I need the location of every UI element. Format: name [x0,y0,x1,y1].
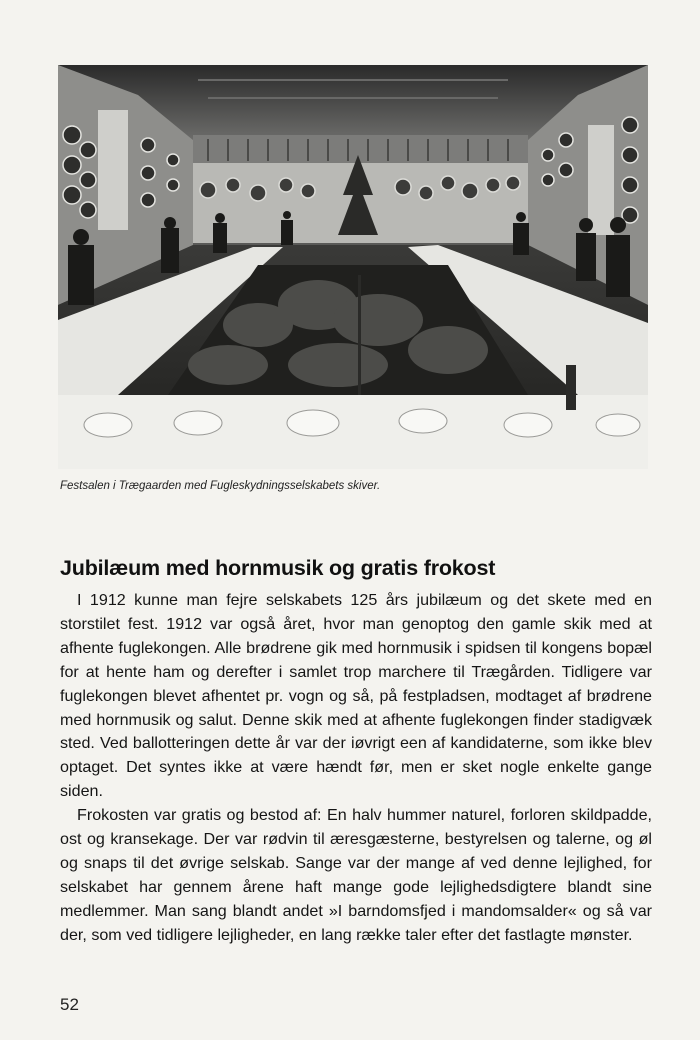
paragraph: Frokosten var gratis og bestod af: En halv hummer naturel, forloren skildpadde, ost og kransekage. Der var rødvin til æresgæsterne, bestyrelsen og talerne, og øl og snaps til det øvrige selskab. Sange var der mange af ved denne lejlighed, for selskabet har gennem årene haft mange gode lejlighedsdigtere blandt sine medlemmer. Man sang blandt andet »I barndomsfjed i mandomsalder« og så var der, som ved tidligere lejligheder, en lang række taler efter det fastlagte mønster. [60,806,652,944]
article-body [60,589,652,948]
page-number: 52 [60,995,79,1014]
banquet-hall-photo [58,65,648,469]
paragraph: I 1912 kunne man fejre selskabets 125 års jubilæum og det skete med en storstilet fest. 1912 var også året, hvor man genoptog den gamle skik med at afhente fuglekongen. Alle brødrene gik med hornmusik i spidsen til kongens bopæl for at hente ham og derefter i samlet trop marchere til Trægården. Tidligere var fuglekongen blevet afhentet pr. vogn og så, på festpladsen, modtaget af brødrene med hornmusik og salut. Denne skik med at afhente fuglekongen finder stadigvæk sted. Ved ballotteringen dette år var der iøvrigt een af kandidaterne, som ikke blev optaget. Det syntes ikke at være hændt før, men er sket nogle enkelte gange siden. [60,591,652,801]
section-heading: Jubilæum med hornmusik og gratis frokost [60,556,496,580]
photo-caption: Festsalen i Trægaarden med Fugleskydningsselskabets skiver. [60,480,381,492]
